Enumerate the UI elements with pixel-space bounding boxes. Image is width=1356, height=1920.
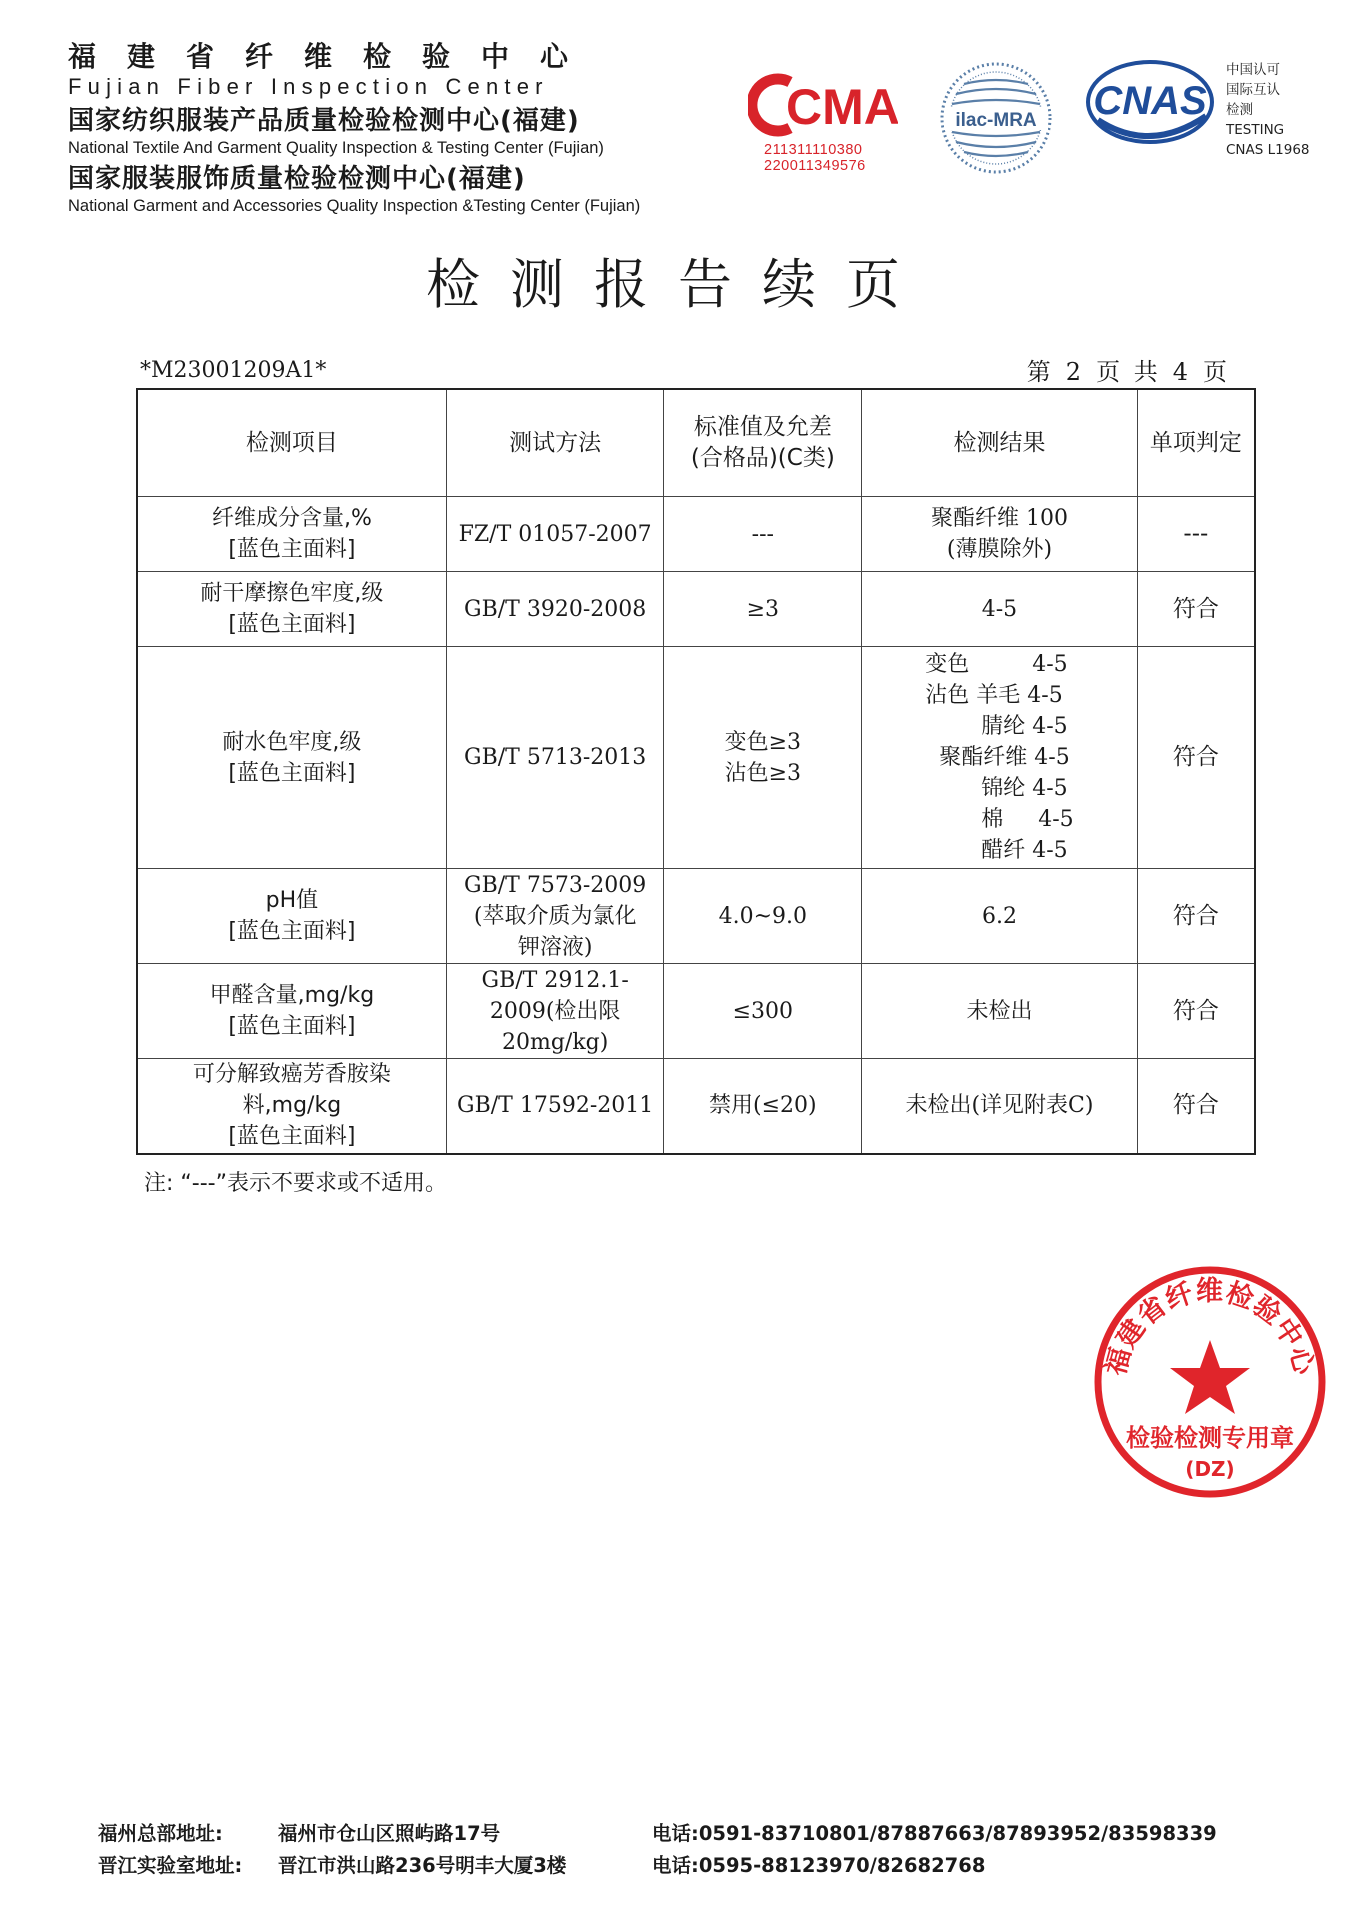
list-item: 醋纤 4-5 [925,838,1068,863]
hq-tel: 0591-83710801/87887663/87893952/83598339 [698,1822,1217,1845]
header-standard-line-2: (合格品)(C类) [690,445,835,471]
cell-judgement: 符合 [1137,869,1255,964]
cnas-caption-line-1: 中国认可 [1226,62,1280,78]
cell-result [862,647,1138,869]
cnas-mark-icon [1080,58,1220,158]
standard-line: 变色≥3 [724,729,802,755]
cell-standard: 4.0~9.0 [664,869,862,964]
jj-tel-label: 电话: [652,1854,699,1877]
colour-fastness-list [925,649,1073,866]
cell-result: 未检出(详见附表C) [862,1059,1138,1154]
page-indicator [1021,352,1236,387]
item-line: 可分解致癌芳香胺染 [192,1062,391,1088]
footer-row-hq [98,1818,1217,1850]
cell-result: 6.2 [862,869,1138,964]
hq-address: 福州市仓山区照屿路17号 [278,1822,501,1845]
cell-result: 未检出 [862,964,1138,1059]
org-name-cn: 福建省纤维检验中心 [68,40,600,73]
page-suffix: 页 [1203,358,1230,386]
ilac-globe-icon [934,58,1058,178]
list-item: 聚酯纤维 4-5 [925,745,1070,770]
cell-item [137,869,446,964]
seal-star-icon [1170,1340,1250,1414]
item-line: 耐干摩擦色牢度,级 [200,581,384,606]
item-line: 料,mg/kg [242,1093,342,1119]
header-judgement: 单项判定 [1137,389,1255,497]
cnas-caption-line-5: CNAS L1968 [1226,142,1310,158]
cnas-caption-line-3: 检测 [1226,102,1253,118]
list-item: 腈纶 4-5 [925,714,1068,739]
org2-name-cn: 国家纺织服装产品质量检验检测中心(福建) [68,106,580,136]
org2-name-en: National Textile And Garment Quality Inspection & Testing Center (Fujian) [68,139,604,157]
footer-row-jinjiang [98,1850,1217,1882]
cell-method: GB/T 3920-2008 [446,572,664,647]
cell-judgement: 符合 [1137,572,1255,647]
item-line: 耐水色牢度,级 [222,729,362,755]
cell-method: FZ/T 01057-2007 [446,497,664,572]
page-footer [98,1818,1217,1882]
cell-judgement: 符合 [1137,964,1255,1059]
method-line: GB/T 7573-2009 [464,872,647,898]
cma-text: CMA [786,79,898,135]
ilac-mra-logo [934,58,1058,182]
seal-arc-text: 福建省纤维检验中心 [1100,1276,1320,1379]
item-line: [蓝色主面料] [228,612,356,637]
accreditation-logos [748,58,1328,198]
list-item: 锦纶 4-5 [925,776,1068,801]
org-header [68,40,688,216]
report-number: *M23001209A1* [140,358,327,383]
org3-name-cn: 国家服装服饰质量检验检测中心(福建) [68,164,526,194]
item-line: [蓝色主面料] [228,1014,356,1039]
cell-judgement: 符合 [1137,1059,1255,1154]
cell-method: GB/T 5713-2013 [446,647,664,869]
page-prefix: 第 [1026,358,1054,386]
ilac-text: ilac-MRA [955,110,1037,131]
header-standard [664,389,862,497]
list-item: 棉 4-5 [925,807,1074,832]
cell-item [137,964,446,1059]
item-line: [蓝色主面料] [228,760,356,786]
cma-logo [748,72,908,174]
result-line: 聚酯纤维 100 [930,506,1068,531]
results-table [136,388,1256,1155]
cma-mark-icon [748,72,898,138]
org3-name-en: National Garment and Accessories Quality Inspection &Testing Center (Fujian) [68,197,641,215]
cell-standard: 禁用(≤20) [664,1059,862,1154]
item-line: [蓝色主面料] [228,919,356,944]
cnas-caption-line-4: TESTING [1226,122,1285,138]
page-mid: 页 共 [1096,358,1161,386]
table-note: 注: “---”表示不要求或不适用。 [144,1171,448,1196]
table-row [137,1059,1255,1154]
cell-result: 4-5 [862,572,1138,647]
result-line: (薄膜除外) [946,537,1053,562]
cma-number-1: 211311110380 [764,142,863,158]
cell-result [862,497,1138,572]
cell-judgement: --- [1137,497,1255,572]
official-seal [1090,1262,1330,1502]
cnas-text: CNAS [1093,79,1207,123]
table-row [137,964,1255,1059]
header-method: 测试方法 [446,389,664,497]
page-total: 4 [1172,358,1191,386]
cell-item [137,572,446,647]
cnas-caption-line-2: 国际互认 [1226,82,1280,98]
seal-inner-text: 检验检测专用章 [1126,1424,1294,1452]
item-line: pH值 [265,888,319,913]
jj-address-label: 晋江实验室地址: [98,1854,243,1877]
header-result: 检测结果 [862,389,1138,497]
table-row [137,869,1255,964]
method-line: GB/T 2912.1- [481,967,629,993]
method-line: (萃取介质为氯化 [473,903,637,929]
cell-method [446,964,664,1059]
header-standard-line-1: 标准值及允差 [693,414,832,440]
jj-tel: 0595-88123970/82682768 [698,1854,986,1877]
cell-method [446,869,664,964]
cell-standard: --- [664,497,862,572]
list-item: 变色 4-5 [925,652,1068,677]
seal-code: (DZ) [1185,1457,1235,1481]
cell-item [137,497,446,572]
page-title: 检测报告续页 [426,253,930,316]
standard-line: 沾色≥3 [724,760,802,786]
cell-standard: ≥3 [664,572,862,647]
method-line: 2009(检出限 [489,998,621,1024]
header-item: 检测项目 [137,389,446,497]
item-line: [蓝色主面料] [228,1124,356,1150]
item-line: 纤维成分含量,% [211,506,372,531]
list-item: 沾色 羊毛 4-5 [925,683,1063,708]
cnas-logo [1080,58,1220,162]
item-line: 甲醛含量,mg/kg [209,983,375,1008]
hq-tel-label: 电话: [652,1822,699,1845]
page-current: 2 [1065,358,1085,386]
table-row [137,572,1255,647]
org-name-en: Fujian Fiber Inspection Center [68,74,549,99]
table-row [137,647,1255,869]
cell-standard: ≤300 [664,964,862,1059]
hq-address-label: 福州总部地址: [98,1822,223,1845]
cell-item [137,647,446,869]
cell-standard [664,647,862,869]
cnas-caption [1226,60,1310,160]
table-row [137,497,1255,572]
method-line: 20mg/kg) [501,1029,609,1055]
cma-number-2: 220011349576 [764,158,866,174]
cell-judgement: 符合 [1137,647,1255,869]
cell-method: GB/T 17592-2011 [446,1059,664,1154]
jj-address: 晋江市洪山路236号明丰大厦3楼 [278,1854,567,1877]
cell-item [137,1059,446,1154]
item-line: [蓝色主面料] [228,537,356,562]
table-header-row [137,389,1255,497]
method-line: 钾溶液) [517,934,593,960]
